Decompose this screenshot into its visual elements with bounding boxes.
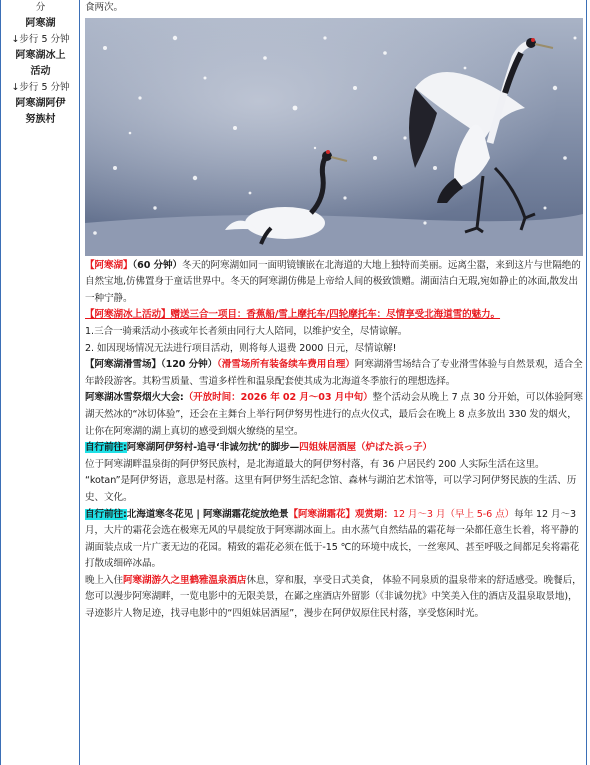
ski-fee-note: （滑雪场所有装备续车费用自理）: [217, 359, 355, 371]
ice-note-2: 2. 如因现场情况无法进行项目活动，则将每人退费 2000 日元，尽情谅解!: [85, 342, 397, 354]
stop-ice-activity-line1: 阿寒湖冰上: [15, 50, 66, 61]
ski-duration: （120 分钟）: [160, 359, 218, 371]
ski-text: 阿寒湖滑雪场结合了专业滑雪体验与自然景观，适合全年龄段游客。其粉雪质量、雪道多样性和温泉配套使其成为北海道冬季旅行的理想选择。: [85, 359, 583, 387]
ski-tag: 【阿寒湖滑雪场】: [85, 359, 161, 371]
ainu-izakaya-name: 四姐妹居酒屋（炉ばた浜っ子）: [299, 442, 433, 454]
fireworks-title: 阿寒湖冰雪祭烟火大会:: [85, 392, 184, 404]
column-divider: [79, 0, 80, 765]
hotel-name: 阿寒湖游久之里鹤雅温泉酒店: [122, 574, 247, 586]
stop-ainu-village-line1: 阿寒湖阿伊: [15, 98, 66, 109]
stop-ainu-village-line2: 努族村: [25, 114, 56, 125]
stay-paragraph: [85, 573, 583, 623]
stay-intro: 晚上入住: [85, 574, 123, 586]
frost-text: 每年 12 月～3 月，大片的霜花会选在极寒无风的早晨绽放于阿寒湖冰面上。由水蒸气自然结晶的霜花每一朵都任意生长着，将平静的湖面装点成一片广袤无边的花园。精致的霜花必须在低于-15 ℃的环境中成长，一丝寒风、甚至呼吸之间都足矣将霜花打散成细碎冰晶。: [85, 508, 580, 570]
stop-akan-lake: 阿寒湖: [25, 18, 56, 29]
fireworks-paragraph: [85, 390, 583, 440]
content-fragment: 食两次。: [85, 2, 123, 13]
walk-note-1: ↓步行 5 分钟: [11, 34, 70, 45]
frost-paragraph: [85, 507, 583, 573]
content-column: [85, 0, 583, 623]
ainu-heading: [85, 440, 583, 457]
lake-paragraph: [85, 258, 583, 308]
lake-duration: （60 分钟）: [132, 259, 183, 271]
stop-ice-activity-line2: 活动: [30, 66, 51, 77]
frost-heading-text: 北海道寒冬花见 | 阿寒湖霜花绽放绝景: [126, 508, 289, 520]
frost-period-label: 【阿寒湖霜花】观赏期：: [288, 508, 393, 520]
ainu-self-guided-badge: 自行前往:: [85, 442, 127, 454]
stay-text: 休息，穿和服，享受日式美食， 体验不同泉质的温泉带来的舒适感受。晚餐后，您可以漫步阿寒湖畔，一览电影中的无限美景，在鄙之座酒店外留影（《非诚勿扰》中笑美入住的酒店及温泉取景地)，寻迹影片人物足迹，找寻电影中的“四姐妹居酒屋”，漫步在阿伊奴原住民村落，享受悠闲时光。: [85, 574, 582, 620]
ice-note-1: 1.三合一骑乘活动小孩或年长者须由同行大人陪同，以维护安全，尽情谅解。: [85, 325, 408, 337]
ainu-heading-text: 阿寒湖阿伊努村-追寻‘非诚勿扰’的脚步—: [126, 442, 300, 454]
ski-paragraph: [85, 357, 583, 390]
frost-period: 12 月～3 月（早上 5-6 点）: [392, 508, 515, 520]
ainu-paragraph: 位于阿寒湖畔温泉街的阿伊努民族村，是北海道最大的阿伊努村落，有 36 户居民约 200 人实际生活在这里。 “kotan”是阿伊努语，意思是村落。这里有阿伊努生活纪念馆、森林与湖泊艺术馆等，可以学习阿伊努民族的生活、历史、文化。: [85, 458, 577, 503]
ice-activity-title: 【阿寒湖冰上活动】赠送三合一项目：香蕉船/雪上摩托车/四轮摩托车：尽情享受北海道雪的魅力。: [85, 309, 501, 321]
sidebar-fragment: 分: [35, 2, 46, 13]
crane-photo: [85, 18, 583, 256]
lake-tag: 【阿寒湖】: [85, 259, 133, 271]
walk-note-2: ↓步行 5 分钟: [11, 82, 70, 93]
cranes-in-snow-image: [85, 18, 583, 256]
lake-text: 冬天的阿寒湖如同一面明镜镶嵌在北海道的大地上独特而美丽。远离尘嚣，来到这片与世隔绝的自然宝地,仿佛置身于童话世界中。冬天的阿寒湖仿佛是上帝给人间的极致馈赠。湖面洁白无瑕,宛如静止的冰面,散发出一种宁静。: [85, 259, 581, 304]
frost-self-guided-badge: 自行前往:: [85, 508, 127, 520]
fireworks-time: （开放时间：2026 年 02 月～03 月中旬）: [183, 392, 373, 404]
schedule-sidebar: [2, 0, 79, 128]
fireworks-text: 整个活动会从晚上 7 点 30 分开始，可以体验阿寒湖天然冰的“冰切体验”，还会在主舞台上举行阿伊努男性进行的点火仪式，最后会在晚上 8 点多放出 330 发的烟火，让你在阿寒湖的湖上真切的感受到烟火缭绕的星空。: [85, 392, 583, 437]
